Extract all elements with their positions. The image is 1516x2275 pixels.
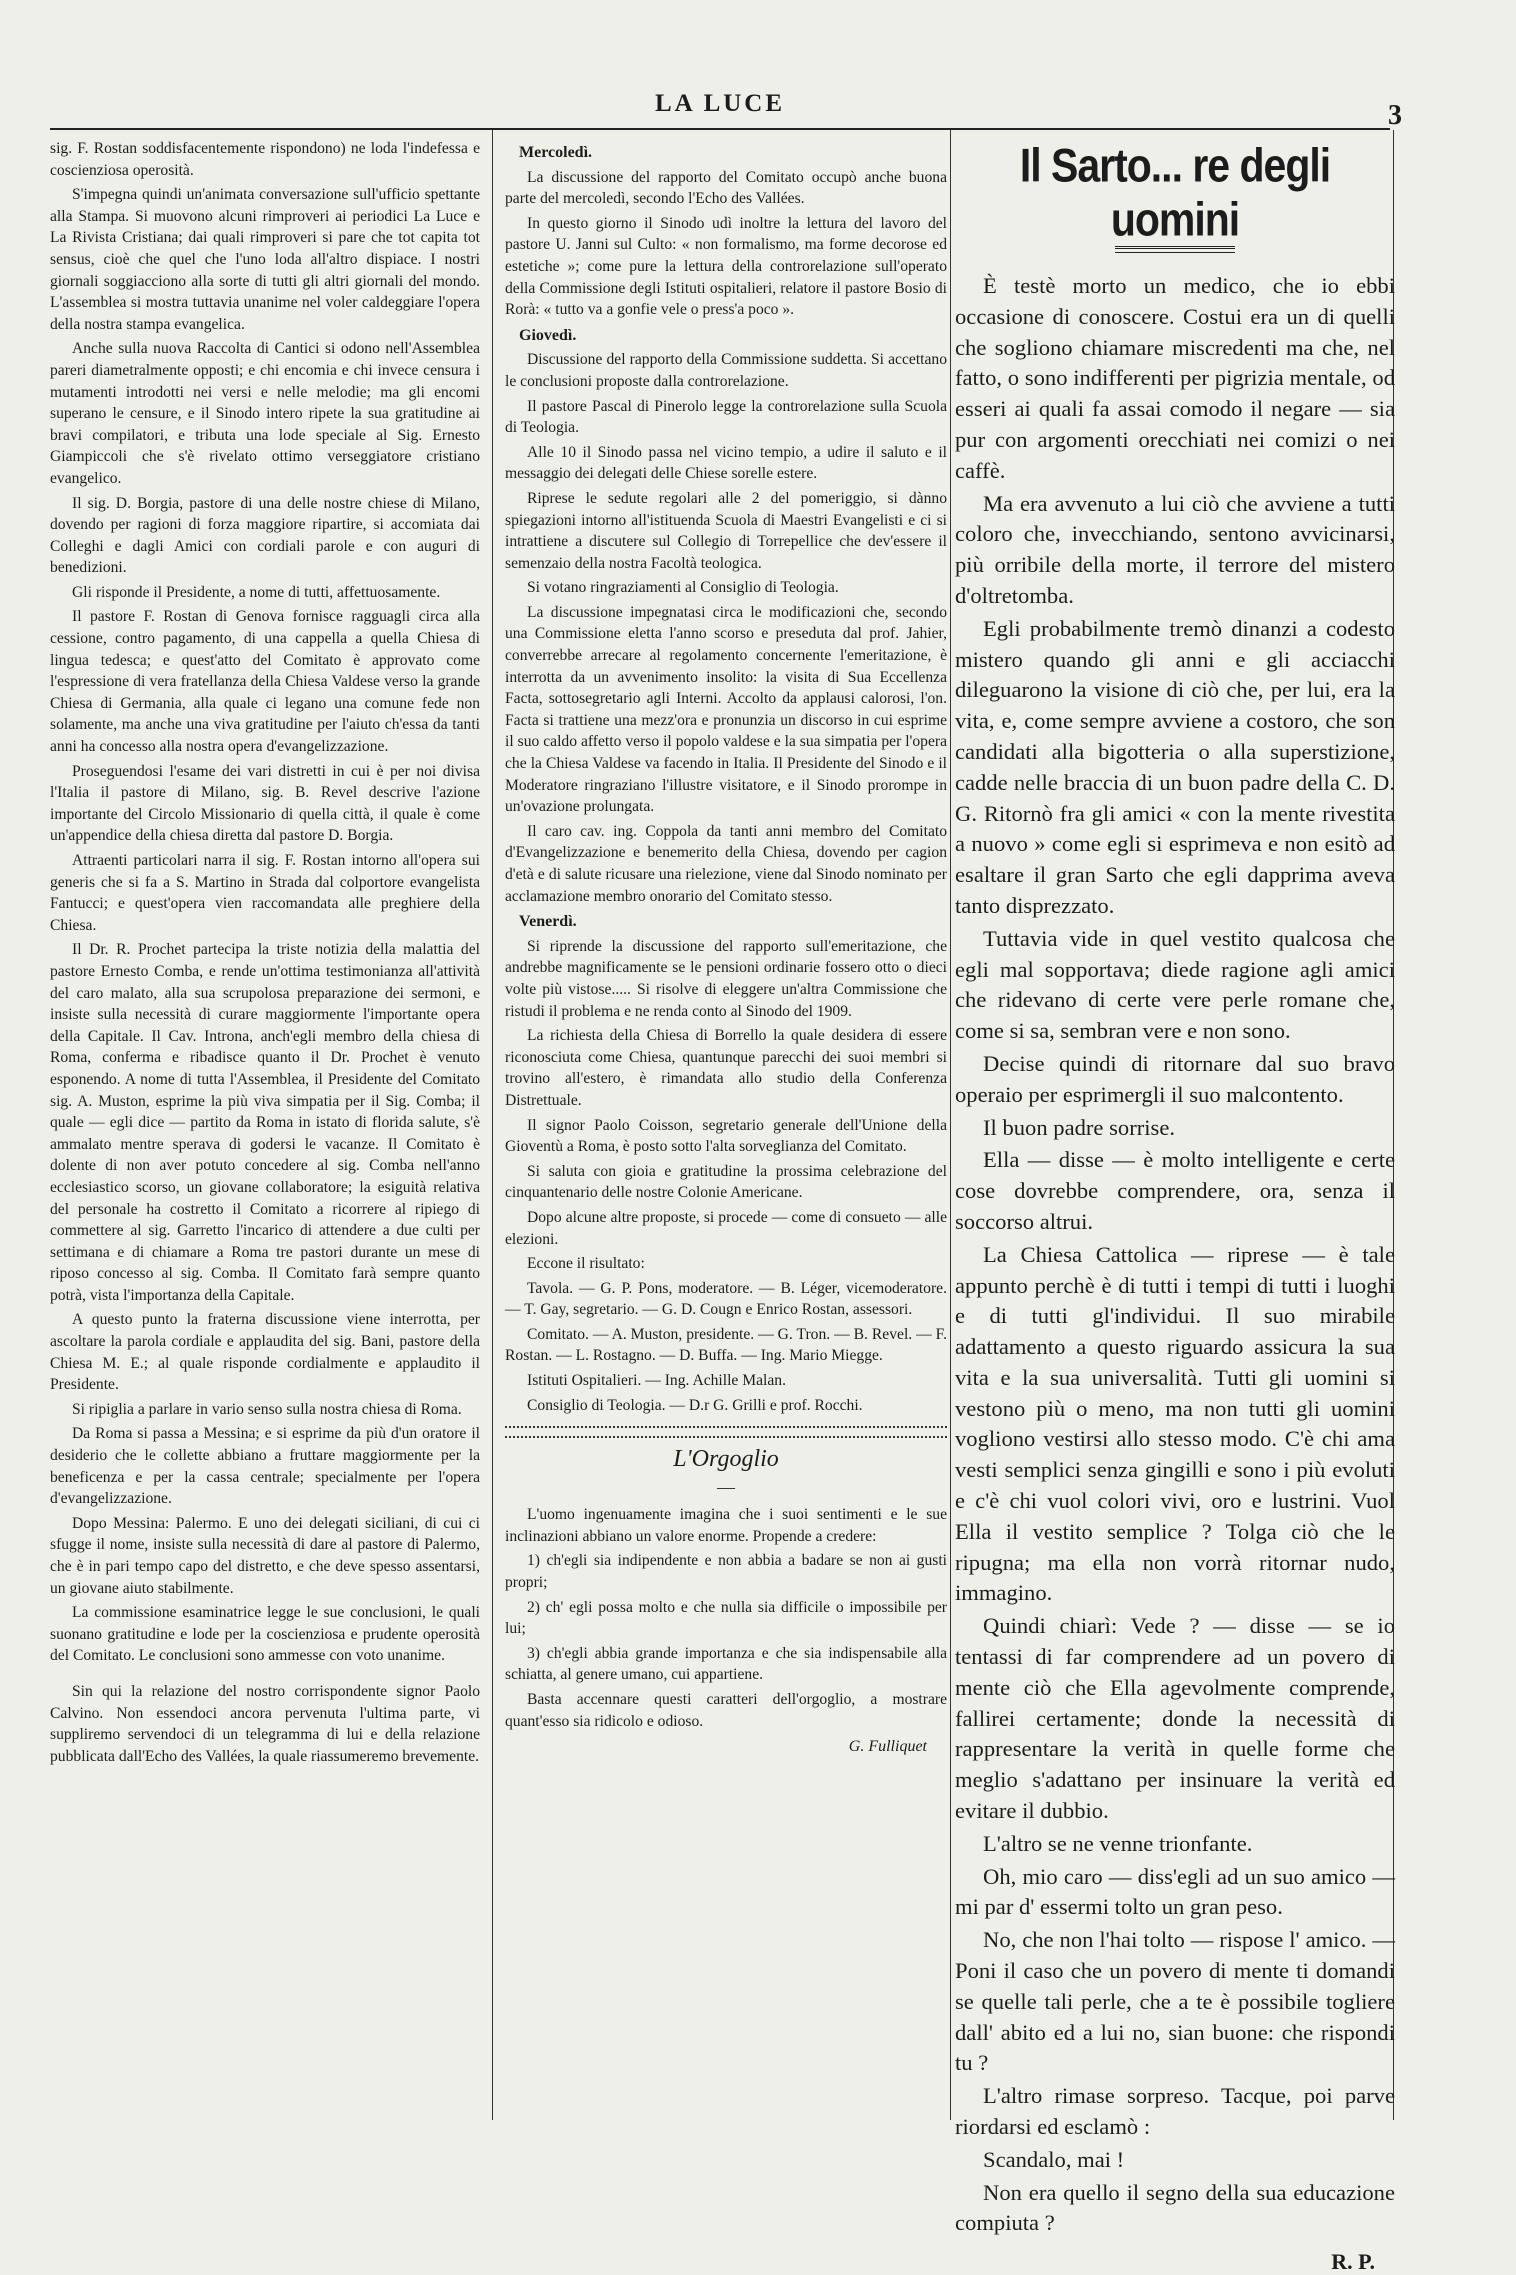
paragraph: 1) ch'egli sia indipendente e non abbia a badare se non ai gusti propri;: [505, 1552, 947, 1592]
paragraph: sig. F. Rostan soddisfacentemente rispondono) ne loda l'indefessa e coscienziosa operosità.: [50, 140, 480, 179]
paragraph: Alle 10 il Sinodo passa nel vicino tempio, a udire il saluto e il messaggio dei delegati delle Chiese sorelle estere.: [505, 443, 947, 483]
paragraph: A questo punto la fraterna discussione viene interrotta, per ascoltare la parola cordiale e applaudita del sig. Bani, pastore della Chiesa M. E.; al quale risponde cordialmente e applaudito il Presidente.: [50, 1311, 480, 1394]
article-signature: R. P.: [1331, 2249, 1375, 2275]
paragraph: Da Roma si passa a Messina; e si esprime da più d'un oratore il desiderio che le collette abbiano a fruttare maggiormente per la beneficenza e per la cassa centrale; specialmente per l'opera d'evangelizzazione.: [50, 1425, 480, 1508]
paragraph: L'uomo ingenuamente imagina che i suoi sentimenti e le sue inclinazioni abbiano un valore enorme. Propende a credere:: [505, 1506, 947, 1545]
paragraph: La commissione esaminatrice legge le sue conclusioni, le quali suonano gratitudine e lode per la coscienziosa e prudente operosità del Comitato. Le conclusioni sono ammesse con voto unanime.: [50, 1604, 480, 1665]
paragraph: Ma era avvenuto a lui ciò che avviene a tutti coloro che, invecchiando, sentono avvicinarsi, più orribile della morte, il terrore del mistero d'oltretomba.: [955, 490, 1395, 608]
paragraph: La discussione impegnatasi circa le modificazioni che, secondo una Commissione eletta l'anno scorso e preseduta dal prof. Jahier, converrebbe arrecare al regolamento concernente l'emeritazione, è interrotta da un avvenimento insolito: la visita di Sua Eccellenza Facta, sottosegretario agli Interni. Accolto da applausi calorosi, l'on. Facta si trattiene una mezz'ora e pronunzia un discorso in cui esprime il suo caldo affetto verso il popolo valdese e la sua simpatia per l'opera che la Chiesa Valdese va facendo in Italia. Il Presidente del Sinodo e il Moderatore ringraziano l'illustre visitatore, e il Sinodo prorompe in un'ovazione prolungata.: [505, 603, 947, 816]
paragraph: Attraenti particolari narra il sig. F. Rostan intorno all'opera sui generis che si fa a S. Martino in Strada dal colportore evangelista Fantucci; e quest'opera vien raccomandata alle preghiere della Chiesa.: [50, 852, 480, 934]
paragraph: La discussione del rapporto del Comitato occupò anche buona parte del mercoledì, secondo l'Echo des Vallées.: [505, 168, 947, 208]
election-comitato: Comitato. — A. Muston, presidente. — G. Tron. — B. Revel. — F. Rostan. — L. Rostagno. — D. Buffa. — Ing. Mario Miegge.: [505, 1325, 947, 1365]
paragraph: Dopo Messina: Palermo. E uno dei delegati siciliani, di cui ci sfugge il nome, insiste sulla necessità di dare al pastore di Palermo, che è in pari tempo capo del distretto, e che deve spesso assentarsi, un giovane aiuto stabilmente.: [50, 1514, 480, 1597]
section-separator: [505, 1426, 947, 1438]
paragraph: No, che non l'hai tolto — rispose l' amico. — Poni il caso che un povero di mente ti domandi se quelle tali perle, che a te è possibile togliere dall' abito ed a lui no, sian buone: che rispondi tu ?: [955, 1927, 1395, 2076]
paragraph: 3) ch'egli abbia grande importanza e che sia indispensabile alla schiatta, al genere umano, cui appartiene.: [505, 1644, 947, 1684]
paragraph: Si votano ringraziamenti al Consiglio di Teologia.: [527, 579, 839, 597]
paragraph: Gli risponde il Presidente, a nome di tutti, affettuosamente.: [72, 583, 441, 601]
paragraph: S'impegna quindi un'animata conversazione sull'ufficio spettante alla Stampa. Si muovono alcuni rimproveri ai periodici La Luce e La Rivista Cristiana; dai quali rimproveri si pare che tot capita tot sensus, cioè che quel che l'uno loda all'altro dispiace. I nostri giornali soggiacciono alla sorte di tutti gli altri giornali del mondo. L'assemblea si mostra tuttavia unanime nel voler caldeggiare l'opera della nostra stampa evangelica.: [50, 186, 480, 333]
paragraph: Il signor Paolo Coisson, segretario generale dell'Unione della Gioventù a Roma, è posto sotto l'alta sorveglianza del Comitato.: [505, 1116, 947, 1156]
paragraph: Basta accennare questi caratteri dell'orgoglio, a mostrare quant'esso sia ridicolo e odioso.: [505, 1691, 947, 1730]
paragraph: Proseguendosi l'esame dei vari distretti in cui è per noi divisa l'Italia il pastore di Milano, sig. B. Revel descrive l'azione importante del Circolo Missionario di quella città, il quale è come un'appendice della chiesa diretta dal pastore D. Borgia.: [50, 762, 480, 845]
section-heading-giovedi: Giovedì.: [519, 326, 577, 344]
paragraph: Sin qui la relazione del nostro corrispondente signor Paolo Calvino. Non essendoci ancora pervenuta l'ultima parte, vi suppliremo servendoci di un telegramma di lui e della relazione pubblicata dall'Echo des Vallées, la quale riassumeremo brevemente.: [50, 1682, 480, 1765]
paragraph: Il pastore Pascal di Pinerolo legge la controrelazione sulla Scuola di Teologia.: [505, 397, 947, 437]
paragraph: È testè morto un medico, che io ebbi occasione di conoscere. Costui era un di quelli che sogliono chiamare miscredenti ma che, nel fatto, o sono indifferenti per pigrizia mentale, od esseri ai quali fa assai comodo il negare — sia pur con argomenti orecchiati nei comizi o nei caffè.: [955, 273, 1395, 483]
paragraph: Decise quindi di ritornare dal suo bravo operaio per esprimergli il suo malcontento.: [955, 1050, 1395, 1107]
paragraph: 2) ch' egli possa molto e che nulla sia difficile o impossibile per lui;: [505, 1598, 947, 1638]
paragraph: L'altro rimase sorpreso. Tacque, poi parve riordarsi ed esclamò :: [955, 2083, 1395, 2140]
election-istituti: Istituti Ospitalieri. — Ing. Achille Malan.: [527, 1372, 786, 1390]
running-title: LA LUCE: [654, 90, 786, 117]
page-header: [50, 88, 1402, 131]
paragraph: Egli probabilmente tremò dinanzi a codesto mistero quando gli anni e gli acciacchi dileguarono la visione di ciò che, per lui, era la vita, e, come sempre avviene a costoro, che son candidati alla bigotteria o alla superstizione, cadde nelle braccia di un buon padre della C. D. G. Ritornò fra gli amici « con la mente rivestita a nuovo » come egli si esprimeva e non esitò ad esaltare il gran Sarto che egli dapprima aveva tanto disprezzato.: [955, 615, 1395, 918]
election-consiglio: Consiglio di Teologia. — D.r G. Grilli e prof. Rocchi.: [527, 1396, 863, 1414]
article-title-sarto: Il Sarto... re degli uomini: [1019, 138, 1331, 246]
paragraph: Eccone il risultato:: [527, 1255, 645, 1273]
paragraph: Il sig. D. Borgia, pastore di una delle nostre chiese di Milano, dovendo per ragioni di forza maggiore ripartire, si accomiata dai Colleghi e dagli Amici con cordiali parole e con auguri di benedizioni.: [50, 494, 480, 577]
section-heading-venerdi: Venerdì.: [519, 913, 577, 931]
paragraph: In questo giorno il Sinodo udì inoltre la lettura del lavoro del pastore U. Janni sul Culto: « non formalismo, ma forme decorose ed estetiche »; come pure la lettura della controrelazione sull'operato della Commissione degli Istituti ospitalieri, relatore il pastore Bosio di Rorà: « tutto va a gonfie vele o press'a poco ».: [505, 214, 947, 319]
election-tavola: Tavola. — G. P. Pons, moderatore. — B. Léger, vicemoderatore. — T. Gay, segretario. — G. D. Cougn e Enrico Rostan, assessori.: [505, 1279, 947, 1319]
paragraph: Discussione del rapporto della Commissione suddetta. Si accettano le conclusioni proposte dalla controrelazione.: [505, 351, 947, 390]
paragraph: Si riprende la discussione del rapporto sull'emeritazione, che andrebbe magnificamente se le pensioni ordinarie fossero otto o dieci volte più vistose..... Si risolve di eleggere un'altra Commissione che ristudi il problema e ne renda conto al Sinodo del 1909.: [505, 937, 947, 1020]
paragraph: L'altro se ne venne trionfante.: [983, 1830, 1253, 1856]
paragraph: Non era quello il segno della sua educazione compiuta ?: [955, 2179, 1395, 2236]
paragraph: Oh, mio caro — diss'egli ad un suo amico — mi par d' essermi tolto un gran peso.: [955, 1863, 1395, 1920]
article-author: G. Fulliquet: [848, 1738, 927, 1756]
paragraph: Riprese le sedute regolari alle 2 del pomeriggio, si dànno spiegazioni intorno all'istituenda Scuola di Maestri Evangelisti e ci si intrattiene a discutere sul Collegio di Torrepellice che dev'essere il semenzaio della nostra Facoltà teologica.: [505, 489, 947, 572]
paragraph: Tuttavia vide in quel vestito qualcosa che egli mal sopportava; diede ragione agli amici che ridevano di certe vere perle romane che, come si sa, sembran vere e non sono.: [955, 925, 1395, 1044]
paragraph: Scandalo, mai !: [983, 2146, 1125, 2172]
paragraph: Il Dr. R. Prochet partecipa la triste notizia della malattia del pastore Ernesto Comba, e rende un'ottima testimonianza all'attività del caro malato, alla sua scrupolosa preparazione dei sermoni, e insiste sulla necessità di curare maggiormente l'importante opera della Capitale. Il Cav. Introna, anch'egli membro della chiesa di Roma, conferma e ribadisce quanto il Dr. Prochet è venuto esponendo. A nome di tutta l'Assemblea, il Presidente del Comitato sig. A. Muston, esprime la più viva simpatia per il Sig. Comba; il quale — egli dice — partito da Roma in istato di florida salute, s'è ammalato mentre sperava di godersi le vacanze. Il Comitato è dolente di non aver potuto concedere al sig. Comba nell'anno ecclesiastico scorso, un giovane collaboratore; la esiguità relativa del personale ha costretto il Comitato a ricorrere al ripiego di commettere al sig. Garretto l'incarico di attendere a due culti per settimana e di chiamare a Roma tre pastori durante un mese di riposo concesso al sig. Comba. Il Comitato farà sempre quanto potrà, vista l'importanza della Capitale.: [50, 941, 480, 1304]
column-sarto-article: [955, 138, 1395, 2275]
paragraph: Il buon padre sorrise.: [983, 1114, 1175, 1140]
column-synod-days: [505, 138, 947, 2138]
section-heading-mercoledi: Mercoledì.: [519, 144, 593, 161]
title-dash: —: [717, 1477, 735, 1498]
paragraph: Ella — disse — è molto intelligente e certe cose dovrebbe comprendere, ora, senza il soccorso altrui.: [955, 1147, 1395, 1234]
column-divider: [950, 130, 951, 2120]
paragraph: Anche sulla nuova Raccolta di Cantici si odono nell'Assemblea pareri diametralmente opposti; e chi encomia e chi invece censura i mutamenti introdotti nei versi e nelle melodie; ma gli encomi superano le censure, e il Sinodo intero ripete la sua gratitudine ai bravi compilatori, e tributa una lode speciale al Sig. Ernesto Giampiccoli che s'è rivelato ottimo verseggiatore cristiano evangelico.: [50, 340, 480, 487]
paragraph: Quindi chiarì: Vede ? — disse — se io tentassi di far comprendere ad un povero di mente ciò che Ella agevolmente comprende, fallirei certamente; donde la necessità di rappresentare la verità in quelle forme che meglio s'adattano per insinuare la verità ed evitare il dubbio.: [955, 1613, 1395, 1824]
paragraph: Il pastore F. Rostan di Genova fornisce ragguagli circa alla cessione, contro pagamento, di una cappella a quella Chiesa di lingua tedesca; e quest'atto del Comitato è approvato come l'espressione di vera fratellanza della Chiesa Valdese verso la grande Chiesa di Germania, alla quale ci legano una comune fede non solamente, ma anche una viva gratitudine per l'aiuto ch'essa da tanti anni ha concesso alla nostra opera d'evangelizzazione.: [50, 608, 480, 756]
article-title-orgoglio: L'Orgoglio: [673, 1446, 779, 1473]
paragraph: Si ripiglia a parlare in vario senso sulla nostra chiesa di Roma.: [72, 1400, 462, 1418]
paragraph: Il caro cav. ing. Coppola da tanti anni membro del Comitato d'Evangelizzazione e benemerito della Chiesa, dovendo per cagion d'età e di salute ricusare una rielezione, viene dal Sinodo nominato per acclamazione membro onorario del Comitato stesso.: [505, 822, 947, 905]
paragraph: Si saluta con gioia e gratitudine la prossima celebrazione del cinquantenario delle nostre Colonie Americane.: [505, 1162, 947, 1202]
paragraph: La richiesta della Chiesa di Borrello la quale desidera di essere riconosciuta come Chiesa, quantunque parecchi dei suoi membri si trovino all'estero, è rimandata allo studio della Conferenza Distrettuale.: [505, 1027, 947, 1109]
paragraph: La Chiesa Cattolica — riprese — è tale appunto perchè è di tutti i tempi di tutti i luoghi e di tutti gl'individui. Il suo mirabile adattamento a questo riguardo assicura la sua vita e la sua universalità. Tutti gli uomini si vestono più o meno, ma non tutti gli uomini vogliono vestirsi allo stesso modo. C'è chi ama vesti semplici senza gingilli e sono i più evoluti e c'è chi vuol colori vivi, oro e lustrini. Vuol Ella il vestito semplice ? Tolga ciò che le ripugna; ma ella non vorrà ritornar nudo, immagino.: [955, 1241, 1395, 1606]
column-synod-report: [50, 138, 480, 2138]
page-number: 3: [1388, 100, 1402, 131]
paragraph: Dopo alcune altre proposte, si procede — come di consueto — alle elezioni.: [505, 1208, 947, 1248]
column-divider: [492, 130, 493, 2120]
